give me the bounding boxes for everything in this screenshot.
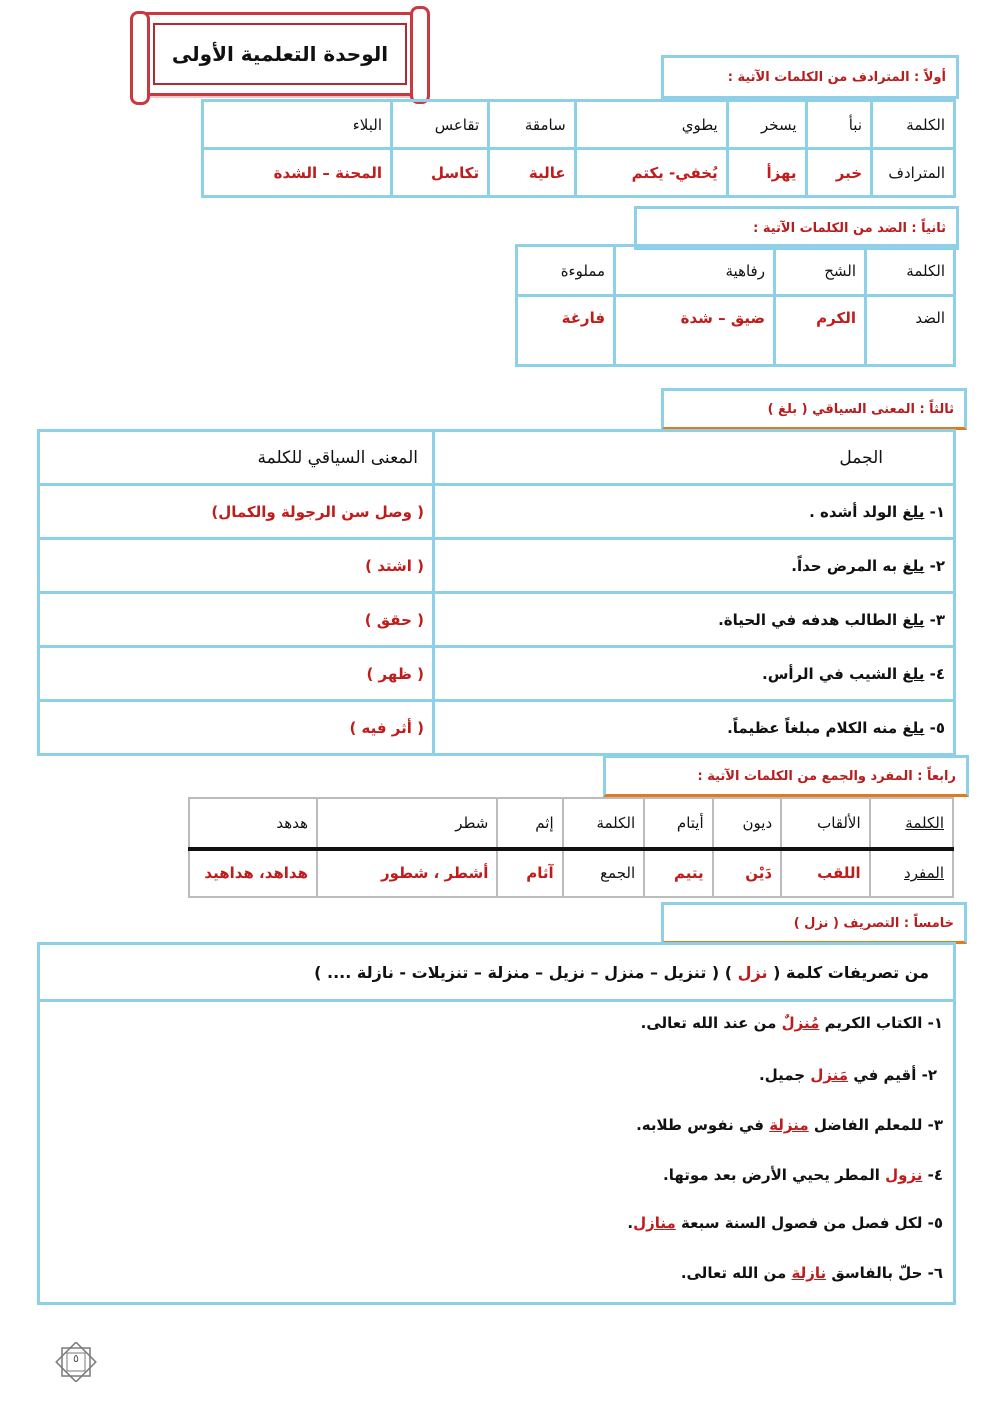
opposite-cell: الكرم [774,296,865,366]
word-cell: مملوءة [517,246,615,296]
word-cell: رفاهية [615,246,775,296]
section-1-label: أولاً : المترادف من الكلمات الآتية : [661,55,959,99]
word-cell: الألقاب [781,798,870,849]
word-cell: البلاء [203,101,392,149]
row-label: الكلمة [866,246,955,296]
row-label: الكلمة [872,101,955,149]
row-label: المفرد [870,849,953,898]
word-cell: هدهد [189,798,317,849]
title-banner [136,12,424,96]
sentence-cell: ١- بلغ الولد أشده . [434,485,955,539]
row-label: الضد [866,296,955,366]
synonym-cell: المحنة – الشدة [203,149,392,197]
conjugation-sentence: ٥- لكل فصل من فصول السنة سبعة منازل. [627,1214,943,1232]
row-label: الكلمة [870,798,953,849]
sentence-cell: ٣- بلغ الطالب هدفه في الحياة. [434,593,955,647]
word-cell: يطوي [575,101,727,149]
row-label: المترادف [872,149,955,197]
conjugation-sentences [37,996,956,1305]
conjugation-sentence: ٣- للمعلم الفاضل منزلة في نفوس طلابه. [636,1116,943,1134]
plural-cell: آثام [497,849,562,898]
header-meaning: المعنى السياقي للكلمة [39,431,434,485]
synonym-cell: عالية [489,149,576,197]
context-meaning-table [37,429,956,756]
singular-cell: يتيم [644,849,713,898]
meaning-cell: ( وصل سن الرجولة والكمال) [39,485,434,539]
conjugation-intro [37,942,956,1002]
section-4-label: رابعاً : المفرد والجمع من الكلمات الآتية : [603,755,969,797]
row-label: الجمع [563,849,645,898]
meaning-cell: ( اشتد ) [39,539,434,593]
synonyms-table [201,99,956,198]
meaning-cell: ( ظهر ) [39,647,434,701]
singular-cell: اللقب [781,849,870,898]
word-cell: سامقة [489,101,576,149]
plural-cell: هداهد، هداهيد [189,849,317,898]
word-cell: نبأ [806,101,871,149]
row-label: الكلمة [563,798,645,849]
conjugation-intro-text: من تصريفات كلمة ( نزل ) ( تنزيل – منزل – نزيل – منزلة – تنزيلات - نازلة .... ) [314,962,929,982]
opposite-cell: فارغة [517,296,615,366]
word-cell: ديون [713,798,781,849]
section-3-label: ثالثاً : المعنى السياقي ( بلغ ) [661,388,967,430]
opposites-table [515,244,956,367]
synonym-cell: يُخفي- يكتم [575,149,727,197]
singular-cell: دَيْن [713,849,781,898]
conjugation-sentence: ٤- نزول المطر يحيي الأرض بعد موتها. [663,1166,943,1184]
conjugation-sentence: ١- الكتاب الكريم مُنزلٌ من عند الله تعالى. [640,1014,943,1032]
word-cell: يسخر [727,101,806,149]
synonym-cell: تكاسل [392,149,489,197]
sentence-cell: ٢- بلغ به المرض حداً. [434,539,955,593]
synonym-cell: يهزأ [727,149,806,197]
singular-plural-table [188,797,954,898]
word-cell: تقاعس [392,101,489,149]
meaning-cell: ( أثر فيه ) [39,701,434,755]
word-cell: شطر [317,798,497,849]
scroll-roll-right [410,6,430,104]
section-5-label: خامساً : التصريف ( نزل ) [661,902,967,944]
word-cell: الشح [774,246,865,296]
word-cell: إثم [497,798,562,849]
conjugation-sentence: ٢- أقيم في مَنزل جميل. [759,1066,937,1084]
section-2-label: ثانياً : الضد من الكلمات الآتية : [634,206,959,250]
meaning-cell: ( حقق ) [39,593,434,647]
sentence-cell: ٤- بلغ الشيب في الرأس. [434,647,955,701]
header-sentences: الجمل [434,431,955,485]
page-number-ornament [50,1342,102,1382]
scroll-roll-left [130,11,150,105]
word-cell: أيتام [644,798,713,849]
opposite-cell: ضيق – شدة [615,296,775,366]
conjugation-sentence: ٦- حلّ بالفاسق نازلة من الله تعالى. [680,1264,943,1282]
plural-cell: أشطر ، شطور [317,849,497,898]
synonym-cell: خبر [806,149,871,197]
sentence-cell: ٥- بلغ منه الكلام مبلغاً عظيماً. [434,701,955,755]
page-title: الوحدة التعلمية الأولى [153,23,407,85]
page-number: ٥ [73,1352,79,1365]
